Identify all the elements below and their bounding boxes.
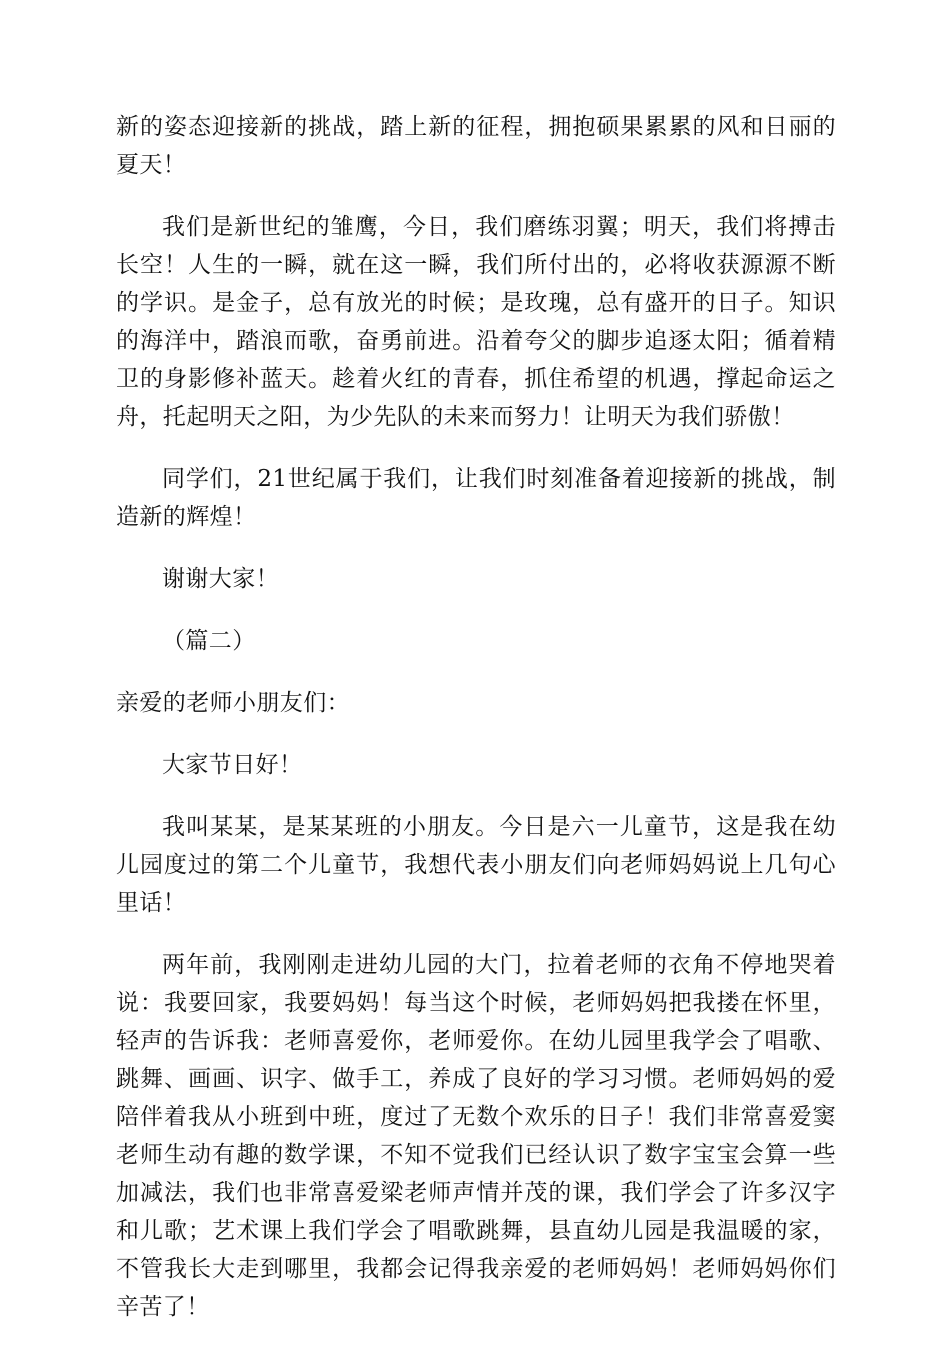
paragraph-greeting: 大家节日好！ [162,752,303,778]
paragraph-continuation: 新的姿态迎接新的挑战，踏上新的征程，拥抱硕果累累的风和日丽的夏天！ [116,114,836,178]
section-heading: （篇二） [162,628,256,654]
document-page [116,108,836,1350]
paragraph-thanks: 谢谢大家！ [162,566,279,592]
salutation: 亲爱的老师小朋友们： [116,690,350,716]
paragraph-21st-century: 同学们，21世纪属于我们，让我们时刻准备着迎接新的挑战，制造新的辉煌！ [116,466,836,530]
paragraph-memories: 两年前，我刚刚走进幼儿园的大门，拉着老师的衣角不停地哭着说：我要回家，我要妈妈！每当这个时候，老师妈妈把我搂在怀里，轻声的告诉我：老师喜爱你，老师爱你。在幼儿园里我学会了唱歌、跳舞、画画、识字、做手工，养成了良好的学习习惯。老师妈妈的爱陪伴着我从小班到中班，度过了无数个欢乐的日子！我们非常喜爱窦老师生动有趣的数学课，不知不觉我们已经认识了数字宝宝会算一些加减法，我们也非常喜爱梁老师声情并茂的课，我们学会了许多汉字和儿歌；艺术课上我们学会了唱歌跳舞，县直幼儿园是我温暖的家，不管我长大走到哪里，我都会记得我亲爱的老师妈妈！老师妈妈你们辛苦了！ [116,952,836,1320]
paragraph-young-eagles: 我们是新世纪的雏鹰，今日，我们磨练羽翼；明天，我们将搏击长空！人生的一瞬，就在这一瞬，我们所付出的，必将收获源源不断的学识。是金子，总有放光的时候；是玫瑰，总有盛开的日子。知识的海洋中，踏浪而歌，奋勇前进。沿着夸父的脚步追逐太阳；循着精卫的身影修补蓝天。趁着火红的青春，抓住希望的机遇，撑起命运之舟，托起明天之阳，为少先队的未来而努力！让明天为我们骄傲！ [116,214,836,430]
paragraph-introduction: 我叫某某，是某某班的小朋友。今日是六一儿童节，这是我在幼儿园度过的第二个儿童节，我想代表小朋友们向老师妈妈说上几句心里话！ [116,814,836,916]
